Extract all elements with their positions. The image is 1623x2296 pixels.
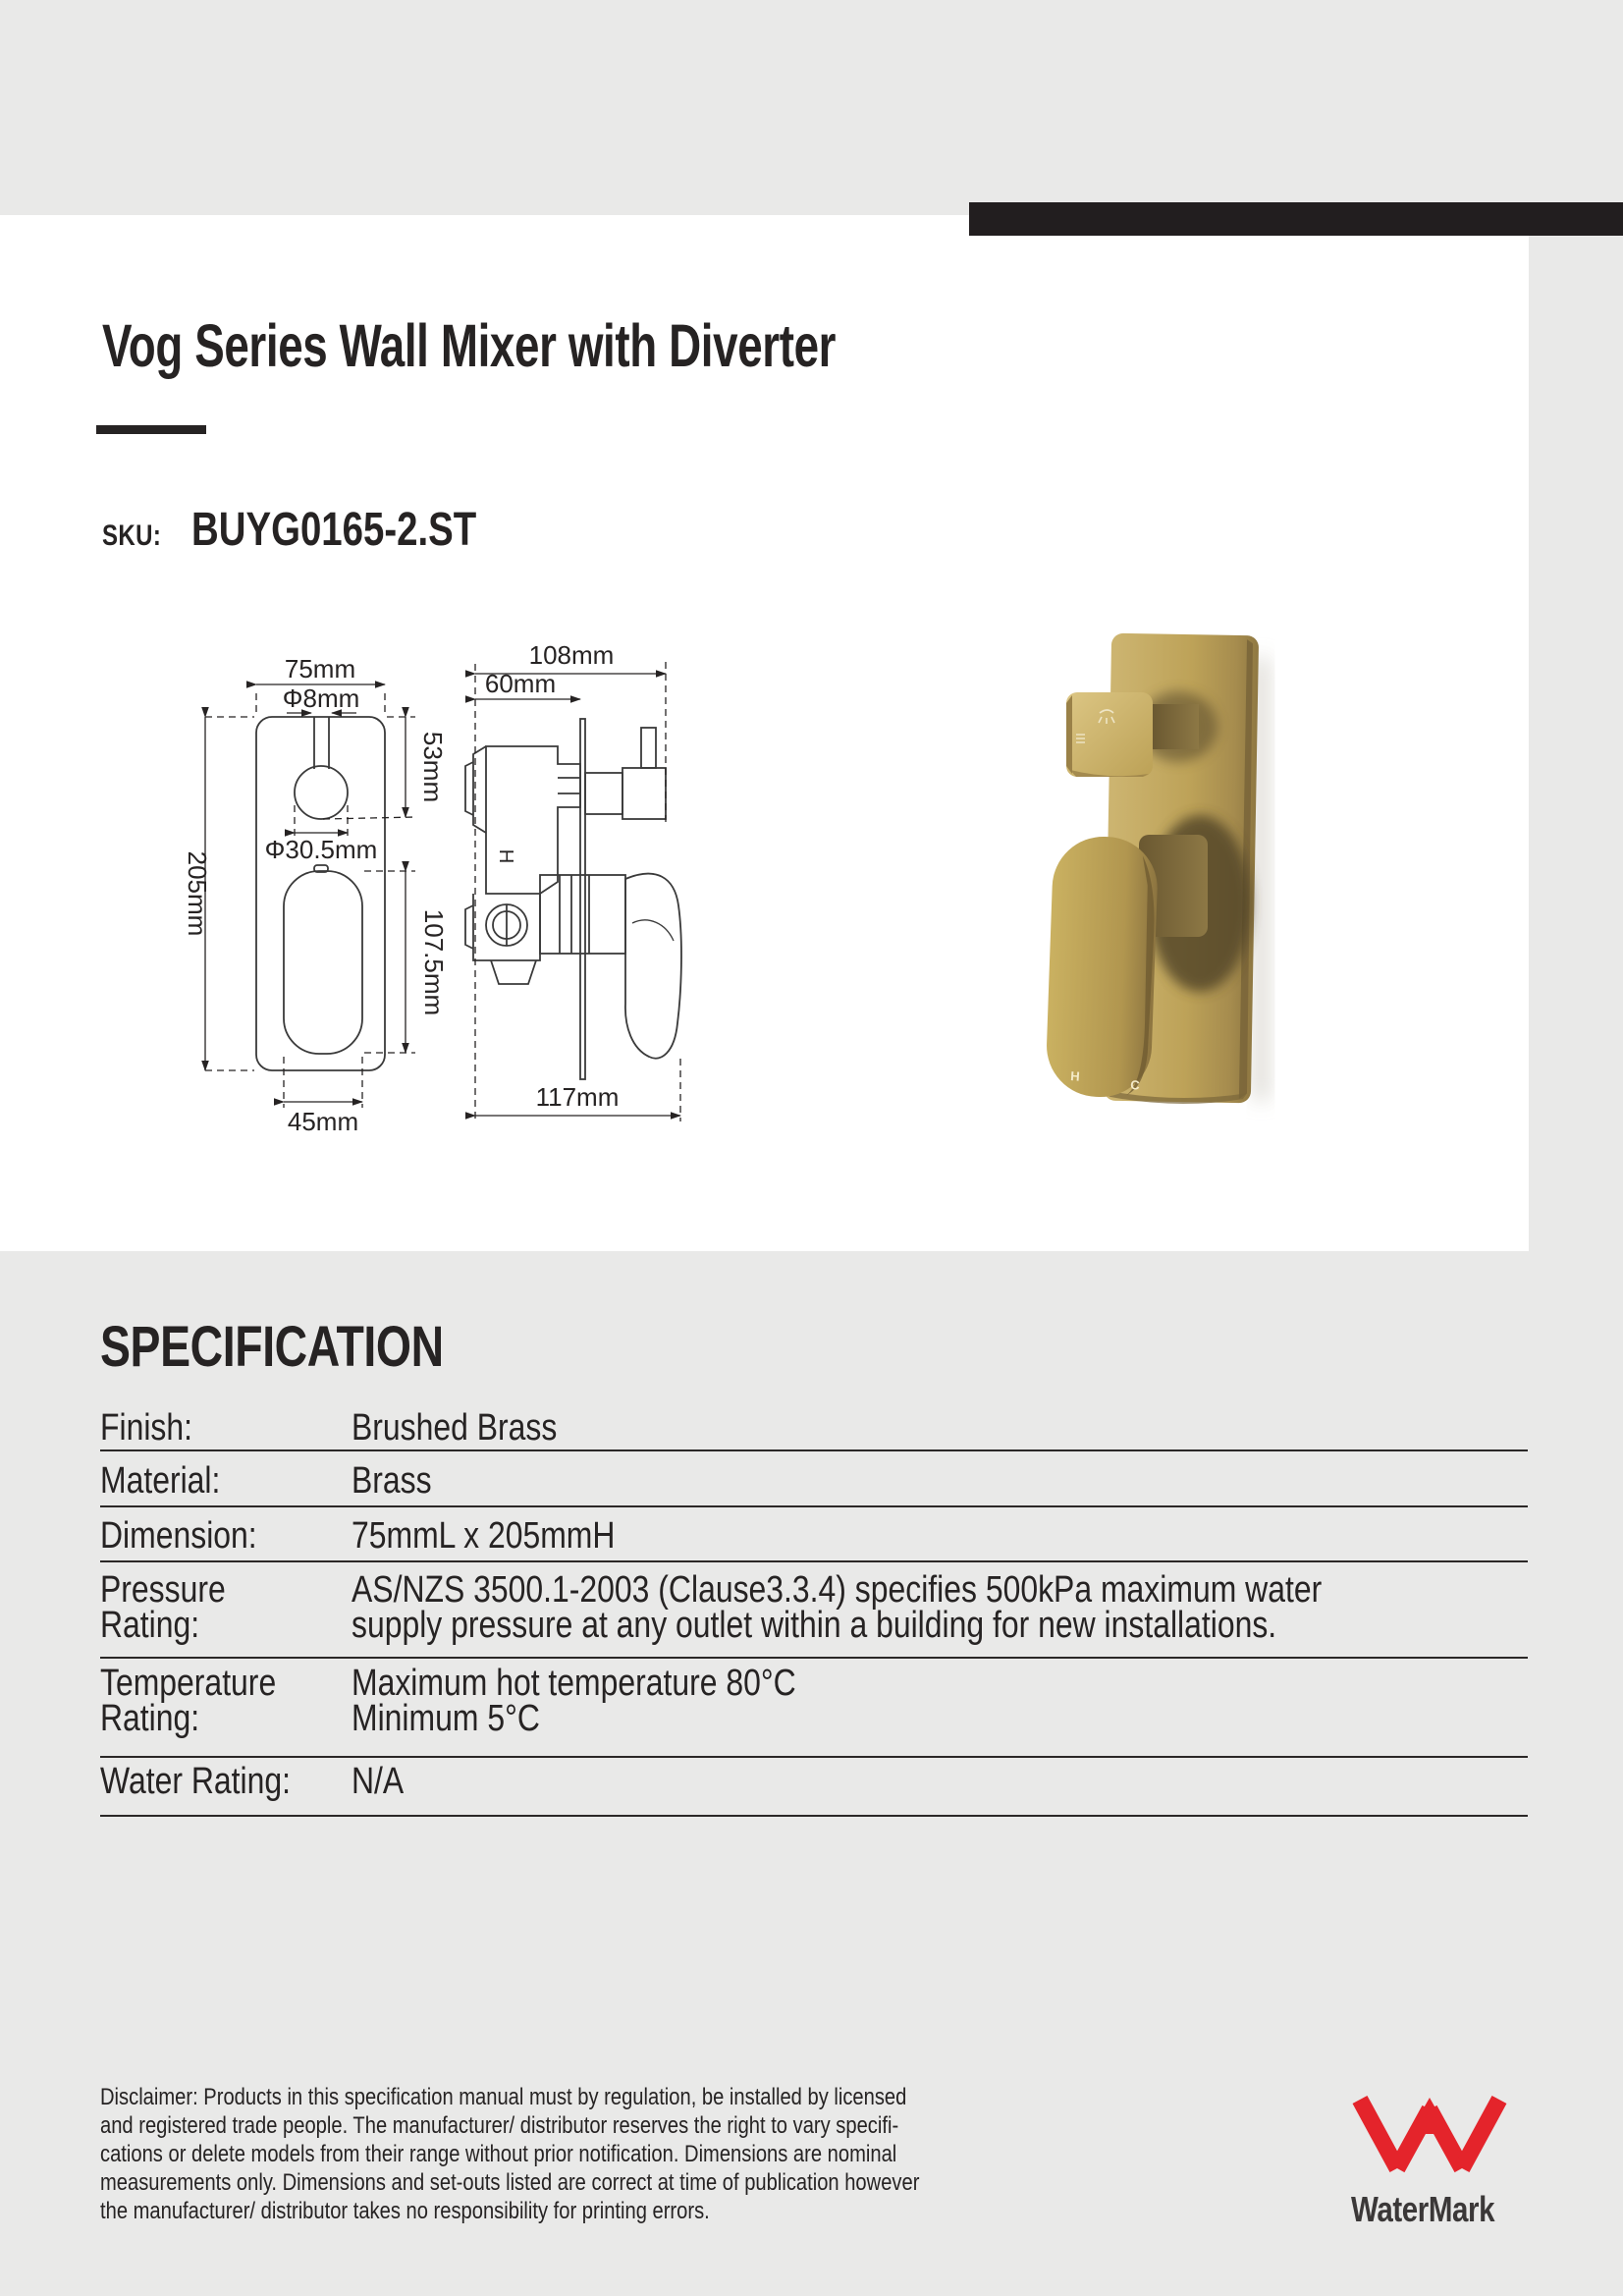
title-underline xyxy=(96,425,206,434)
dim-total-depth-label: 117mm xyxy=(535,1082,620,1112)
diverter-knob xyxy=(1066,692,1153,777)
spec-label: Rating: xyxy=(100,1698,200,1739)
product-photo xyxy=(1021,589,1443,1159)
side-knob-pin xyxy=(641,728,656,768)
disclaimer-line: cations or delete models from their range without prior notification. Dimensions are nominal xyxy=(100,2141,897,2167)
watermark-arrow xyxy=(1409,2098,1450,2134)
disclaimer-line: Disclaimer: Products in this specification manual must by regulation, be installed by licensed xyxy=(100,2084,907,2110)
dim-width-label: 75mm xyxy=(284,654,356,683)
side-lever-hub xyxy=(540,875,625,954)
header-accent-bar xyxy=(969,202,1623,236)
technical-drawing xyxy=(128,599,874,1169)
side-lever xyxy=(625,874,681,1059)
spec-value: AS/NZS 3500.1-2003 (Clause3.3.4) specifies 500kPa maximum water xyxy=(352,1569,1323,1611)
row-divider xyxy=(100,1657,1528,1659)
side-view-dimensions xyxy=(475,662,680,1121)
hot-marking: H xyxy=(1069,1068,1081,1084)
side-view-labels xyxy=(485,640,620,1112)
side-valve-body xyxy=(486,746,580,894)
spec-label: Material: xyxy=(100,1460,221,1502)
row-divider xyxy=(100,1756,1528,1758)
dim-depth-label: 108mm xyxy=(528,640,615,670)
dim-height-label: 205mm xyxy=(183,850,212,937)
lever-handle xyxy=(1045,835,1159,1099)
spec-label: Water Rating: xyxy=(100,1761,291,1802)
disclaimer-line: measurements only. Dimensions and set-outs listed are correct at time of publication however xyxy=(100,2169,920,2196)
spec-label: Dimension: xyxy=(100,1515,257,1557)
spec-value: Brass xyxy=(352,1460,432,1502)
row-divider xyxy=(100,1505,1528,1507)
disclaimer xyxy=(100,2083,1082,2225)
page-title xyxy=(102,314,1080,377)
right-gray-strip xyxy=(1529,236,1623,1251)
front-view-labels xyxy=(183,654,449,1136)
spec-label: Pressure xyxy=(100,1569,226,1611)
dim-top-offset-label: 53mm xyxy=(418,731,448,803)
front-plate-outline xyxy=(256,717,385,1070)
page-title-text: Vog Series Wall Mixer with Diverter xyxy=(102,312,837,379)
top-gray-band xyxy=(0,0,1623,215)
spec-value: N/A xyxy=(352,1761,405,1802)
spec-label: Finish: xyxy=(100,1407,193,1449)
row-divider xyxy=(100,1449,1528,1451)
front-diverter-circle xyxy=(295,766,348,819)
sku-line xyxy=(102,503,548,557)
dim-handle-height-label: 107.5mm xyxy=(419,908,449,1016)
watermark-notch xyxy=(1423,2149,1436,2182)
dim-stem-label: Φ8mm xyxy=(282,683,360,713)
spec-value: supply pressure at any outlet within a building for new installations. xyxy=(352,1605,1277,1646)
sku-value: BUYG0165-2.ST xyxy=(191,504,477,556)
cold-marking: C xyxy=(1129,1077,1141,1093)
spec-label: Rating: xyxy=(100,1605,200,1646)
front-handle-outline xyxy=(284,871,362,1054)
knob-stem xyxy=(1152,704,1199,749)
spec-value: Brushed Brass xyxy=(352,1407,558,1449)
disclaimer-line: and registered trade people. The manufacturer/ distributor reserves the right to vary specifi- xyxy=(100,2112,899,2139)
dim-inset-label: 60mm xyxy=(484,669,557,698)
side-hot-marking: H xyxy=(495,848,516,864)
spec-label: Temperature xyxy=(100,1663,277,1704)
spec-value: Minimum 5°C xyxy=(352,1698,540,1739)
spec-value: Maximum hot temperature 80°C xyxy=(352,1663,796,1704)
dim-circle-label: Φ30.5mm xyxy=(264,835,378,864)
row-divider xyxy=(100,1815,1528,1817)
row-divider xyxy=(100,1560,1528,1562)
spec-value: 75mmL x 205mmH xyxy=(352,1515,616,1557)
side-knob xyxy=(622,768,666,819)
side-knob-stem xyxy=(585,773,622,814)
front-view xyxy=(256,717,385,1070)
sku-label: SKU: xyxy=(102,519,162,552)
front-view-dimensions xyxy=(205,684,415,1108)
disclaimer-line: the manufacturer/ distributor takes no responsibility for printing errors. xyxy=(100,2198,710,2224)
side-view xyxy=(465,719,681,1079)
watermark-certification xyxy=(1351,2094,1567,2231)
watermark-logo-text: WaterMark xyxy=(1351,2189,1495,2229)
watermark-logo-icon xyxy=(1351,2094,1508,2182)
specification-heading: SPECIFICATION xyxy=(100,1315,444,1379)
dim-handle-width-label: 45mm xyxy=(287,1107,359,1136)
